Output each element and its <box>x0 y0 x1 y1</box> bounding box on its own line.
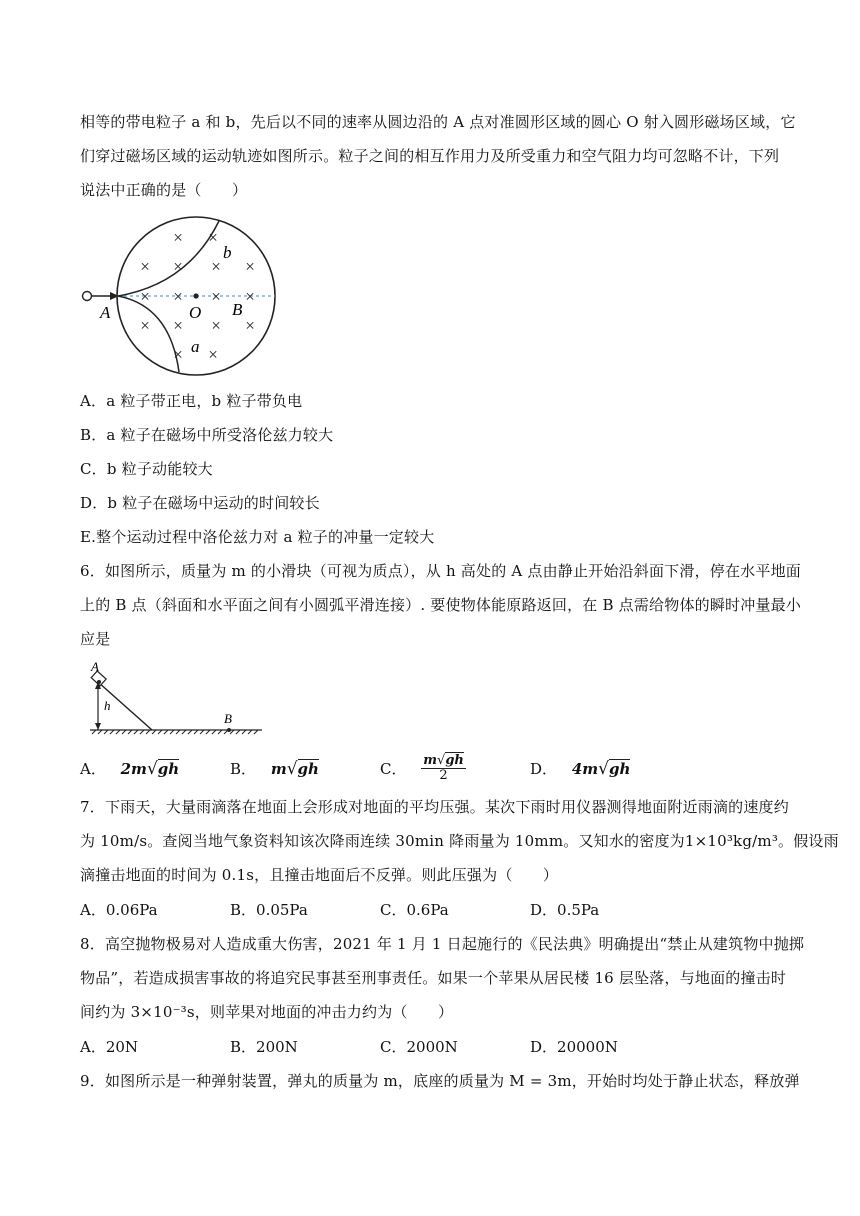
field-cross: × <box>245 257 255 276</box>
q5-stem <box>80 105 796 207</box>
field-cross: × <box>211 287 221 306</box>
q5-option-c[interactable]: C．b 粒子动能较大 <box>80 460 213 478</box>
field-cross: × <box>245 287 255 306</box>
field-cross: × <box>211 316 221 335</box>
fraction: $\frac{m√gh}{2}$ <box>423 752 464 783</box>
q6-line: 应是 <box>80 630 111 648</box>
height-arrow-down-icon <box>95 723 101 730</box>
q5-option-d[interactable]: D．b 粒子在磁场中运动的时间较长 <box>80 494 320 512</box>
field-cross: × <box>173 287 183 306</box>
q7-stem <box>80 790 839 892</box>
q7-line: 为 10m/s。查阅当地气象资料知该次降雨连续 30min 降雨量为 10mm。又知水的密度为1×10³kg/m³。假设雨 <box>80 832 839 850</box>
q6-line: 上的 B 点（斜面和水平面之间有小圆弧平滑连接）. 要使物体能原路返回，在 B 点需给物体的瞬时冲量最小 <box>80 596 802 614</box>
q7-option-c[interactable]: C．0.6Pa <box>380 901 449 919</box>
label-a: a <box>191 337 200 356</box>
particle-source-dot <box>83 292 92 301</box>
label-A: A <box>100 303 111 322</box>
label-B: B <box>224 711 232 726</box>
q8-option-a[interactable]: A．20N <box>80 1038 139 1056</box>
q5-option-b[interactable]: B．a 粒子在磁场中所受洛伦兹力较大 <box>80 426 334 444</box>
q8-line: 物品”，若造成损害事故的将追究民事甚至刑事责任。如果一个苹果从居民楼 16 层坠落，与地面的撞击时 <box>80 969 787 987</box>
field-cross: × <box>140 257 150 276</box>
q5-options <box>80 384 780 554</box>
q8-option-b[interactable]: B．200N <box>230 1038 298 1056</box>
q7-option-a[interactable]: A．0.06Pa <box>80 901 158 919</box>
q6-option-d[interactable]: D． 4m√gh <box>530 759 631 779</box>
q8-line: 间约为 3×10⁻³s，则苹果对地面的冲击力约为（ ） <box>80 1003 454 1021</box>
q8-line: 8．高空抛物极易对人造成重大伤害，2021 年 1 月 1 日起施行的《民法典》明确提出“禁止从建筑物中抛掷 <box>80 935 805 953</box>
q6-incline-figure <box>86 658 266 740</box>
label-B: B <box>232 300 243 319</box>
q8-option-c[interactable]: C．2000N <box>380 1038 458 1056</box>
q5-magnetic-field-figure <box>78 210 288 385</box>
q5-line: 说法中正确的是（ ） <box>80 181 248 199</box>
q9-line: 9．如图所示是一种弹射装置，弹丸的质量为 m，底座的质量为 M = 3m，开始时均处于静止状态，释放弹 <box>80 1072 800 1090</box>
q7-option-d[interactable]: D．0.5Pa <box>530 901 600 919</box>
field-cross: × <box>140 316 150 335</box>
q5-line: 们穿过磁场区域的运动轨迹如图所示。粒子之间的相互作用力及所受重力和空气阻力均可忽略不计，下列 <box>80 147 780 165</box>
field-cross: × <box>173 345 183 364</box>
q6-option-c[interactable]: C． $\frac{m√gh}{2}$ <box>380 752 464 783</box>
field-cross: × <box>208 345 218 364</box>
q7-option-b[interactable]: B．0.05Pa <box>230 901 308 919</box>
q8-option-d[interactable]: D．20000N <box>530 1038 618 1056</box>
point-b-dot <box>227 728 231 732</box>
q5-option-e[interactable]: E.整个运动过程中洛伦兹力对 a 粒子的冲量一定较大 <box>80 528 435 546</box>
q9-stem <box>80 1064 800 1098</box>
field-cross: × <box>245 316 255 335</box>
label-A: A <box>91 659 99 674</box>
q6-stem <box>80 554 802 656</box>
field-cross: × <box>173 228 183 247</box>
q8-stem <box>80 927 805 1029</box>
field-cross: × <box>211 257 221 276</box>
radicand: gh <box>157 760 180 778</box>
label-h: h <box>104 698 111 713</box>
q7-line: 7．下雨天，大量雨滴落在地面上会形成对地面的平均压强。某次下雨时用仪器测得地面附近雨滴的速度约 <box>80 798 789 816</box>
label-b: b <box>223 243 232 262</box>
center-dot <box>193 293 198 298</box>
q6-line: 6．如图所示，质量为 m 的小滑块（可视为质点），从 h 高处的 A 点由静止开始沿斜面下滑，停在水平地面 <box>80 562 801 580</box>
label-O: O <box>189 303 202 322</box>
field-cross: × <box>173 257 183 276</box>
field-cross: × <box>140 287 150 306</box>
coef: 2m <box>120 760 147 778</box>
field-cross: × <box>208 228 218 247</box>
q5-line: 相等的带电粒子 a 和 b，先后以不同的速率从圆边沿的 A 点对准圆形区域的圆心 O 射入圆形磁场区域，它 <box>80 113 796 131</box>
q5-option-a[interactable]: A．a 粒子带正电，b 粒子带负电 <box>80 392 303 410</box>
field-cross: × <box>173 316 183 335</box>
q6-option-a[interactable]: A． 2m√gh <box>80 759 180 779</box>
q7-line: 滴撞击地面的时间为 0.1s，且撞击地面后不反弹。则此压强为（ ） <box>80 866 559 884</box>
q6-option-b[interactable]: B． m√gh <box>230 759 319 779</box>
trajectory-b <box>118 221 219 296</box>
